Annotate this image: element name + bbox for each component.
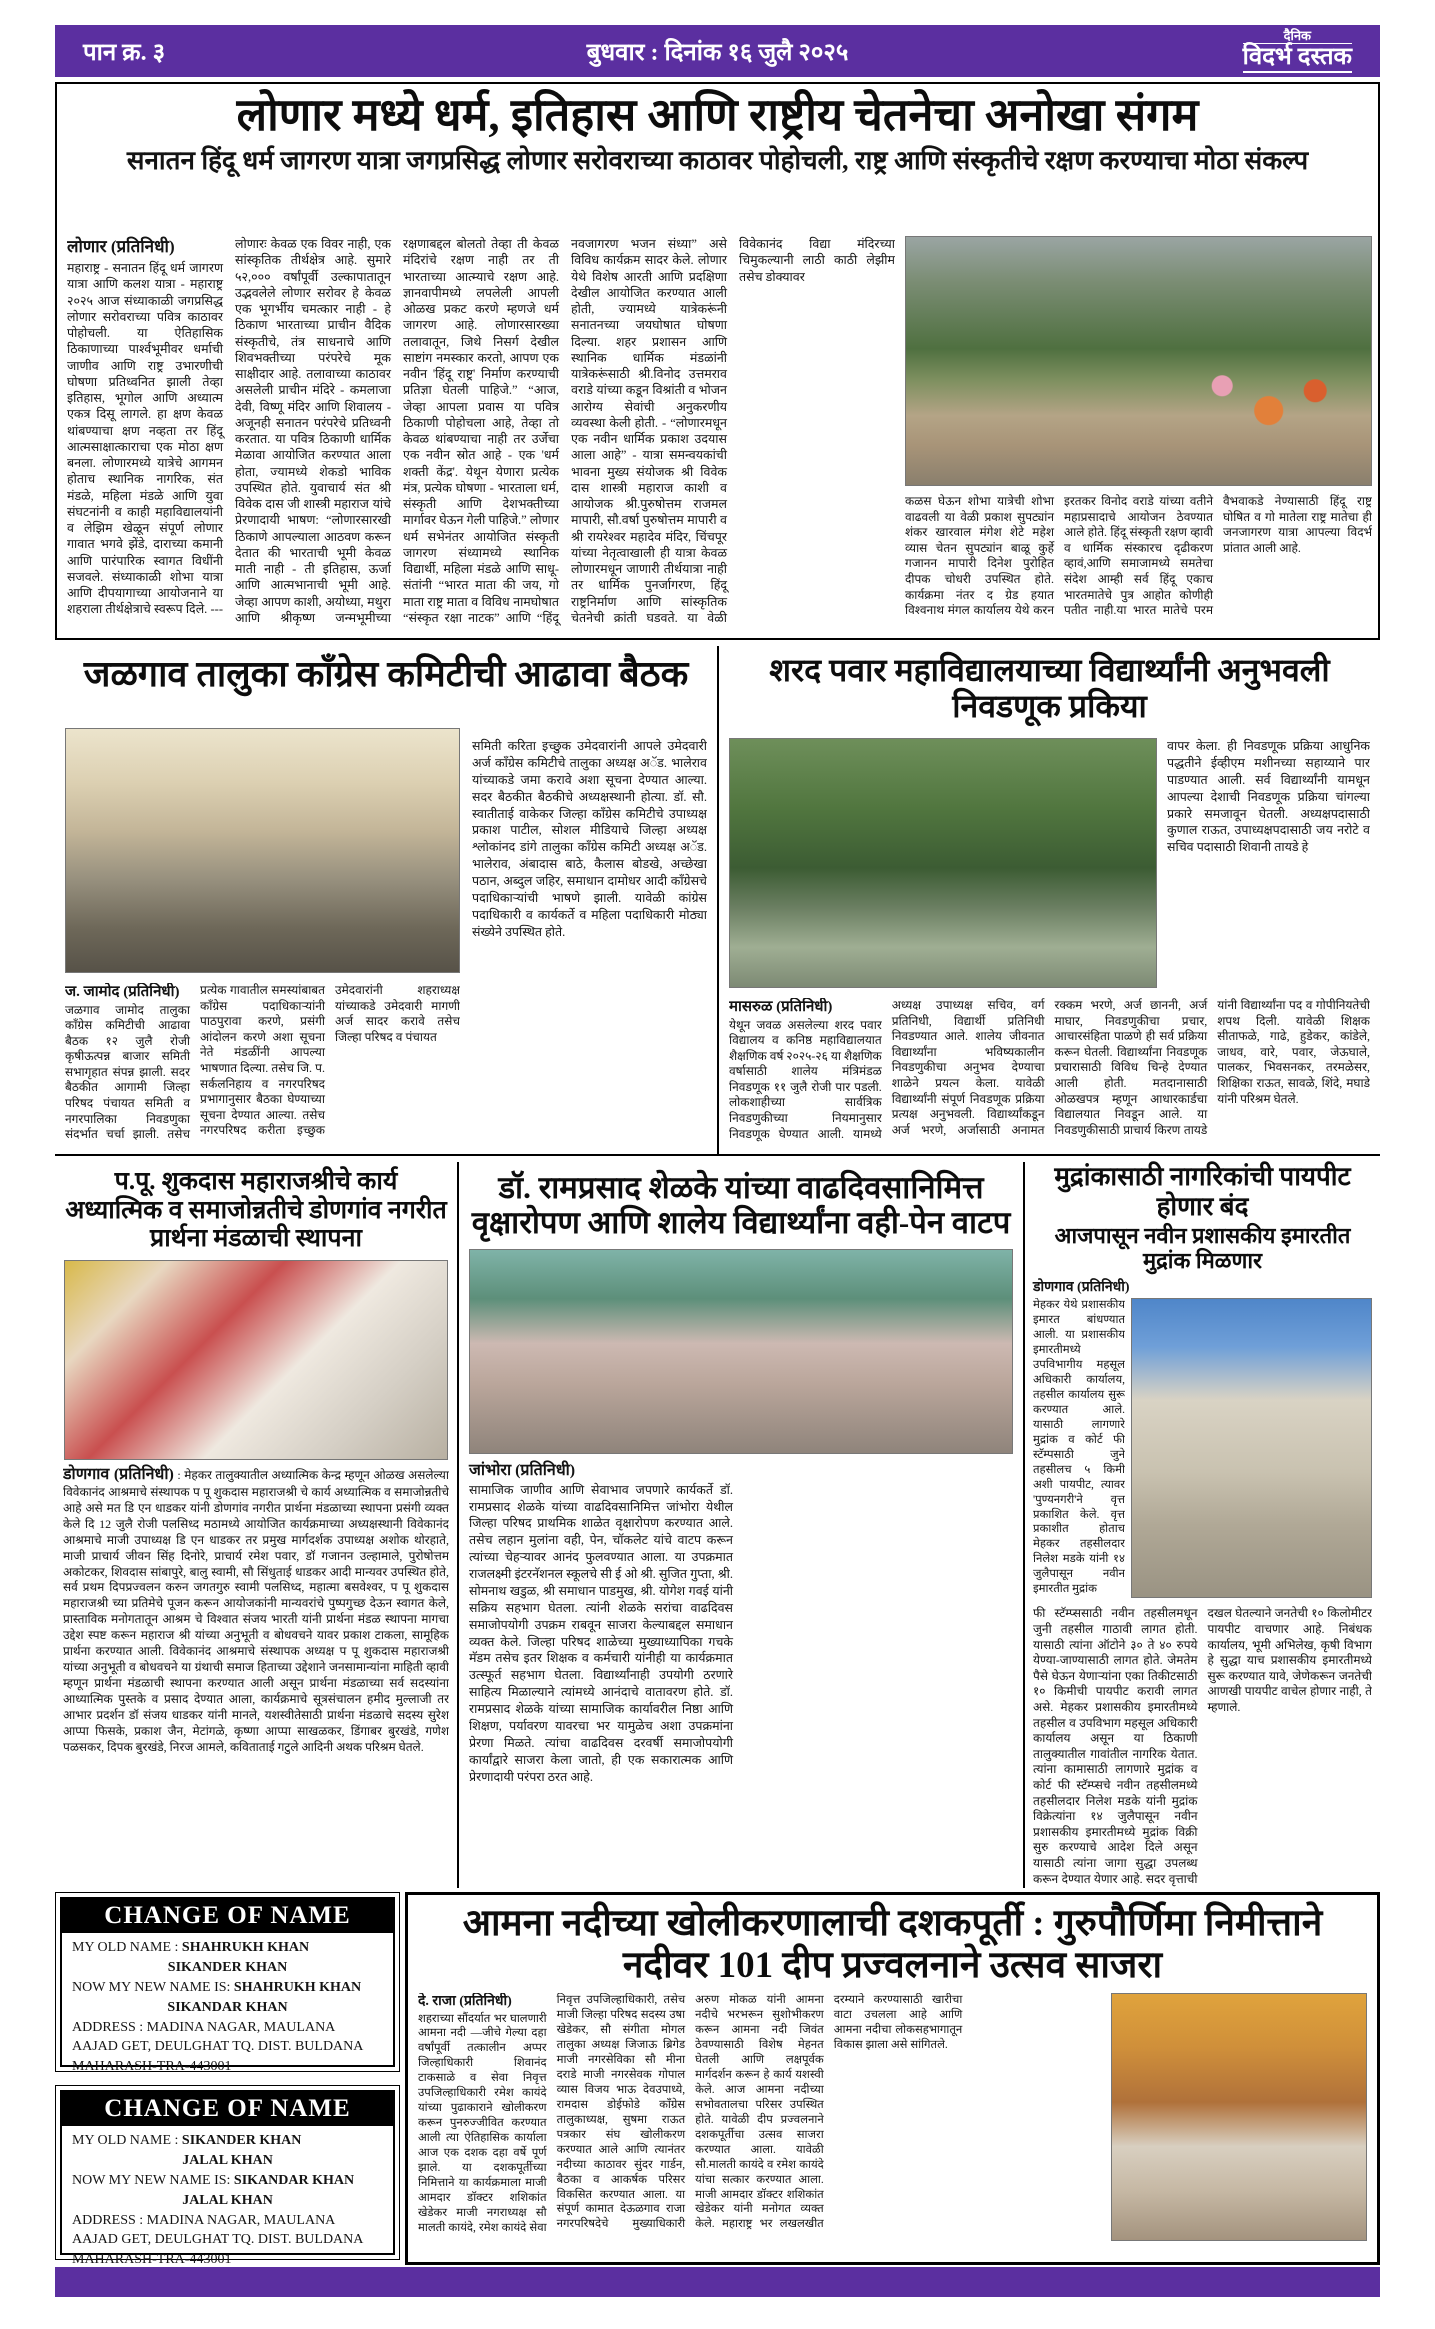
congress-below-columns (65, 983, 460, 1146)
amna-body-columns (418, 1993, 1101, 2241)
congress-body (65, 728, 707, 1146)
mudrank-subheadline: आजपासून नवीन प्रशासकीय इमारतीत मुद्रांक मिळणार (1054, 1223, 1351, 1274)
lead-body-text: महाराष्ट्र - सनातन हिंदू धर्म जागरण यात्रा आणि कलश यात्रा - महाराष्ट्र २०२५ आज संध्याकाळी जगप्रसिद्ध लोणार सरोवराच्या पवित्र काठावर पोहोचली. या ऐतिहासिक ठिकाणाच्या पार्श्वभूमीवर धर्माची जाणीव आणि राष्ट्र उभारणीची घोषणा प्रतिध्वनित झाली तेव्हा इतिहास, भूगोल आणि अध्यात्म एकत्र दिसू लागले. हा क्षण केवळ थांबण्याचा क्षण नव्हता तर हिंदू आत्मसाक्षात्काराचा एक मोठा क्षण बनला. लोणारमध्ये यात्रेचे आगमन होताच स्थानिक नागरिक, संत मंडळे, महिला मंडळे आणि युवा संघटनांनी व काही महाविद्यालयांनी व लेझिम खेळून संपूर्ण लोणार गावात भगवे झेंडे, दाराच्या कमानी आणि पारंपारिक स्वागत विधींनी सजवले. संध्याकाळी शोभा यात्रा आणि दीपयागाच्या आयोजनाने या शहराला तीर्थक्षेत्राचे स्वरूप दिले. --- लोणारः केवळ एक विवर नाही, एक सांस्कृतिक तीर्थक्षेत्र आहे. सुमारे ५२,००० वर्षांपूर्वी उल्कापातातून उद्भवलेले लोणार सरोवर हे केवळ एक भूगर्भीय चमत्कार नाही - हे ठिकाण भारताच्या प्राचीन वैदिक संस्कृतीचे, तंत्र साधनाचे आणि शिवभक्तीच्या परंपरेचे मूक साक्षीदार आहे. तलावाच्या काठावर असलेली प्राचीन मंदिरे - कमलाजा देवी, विष्णू मंदिर आणि शिवालय - अजूनही सनातन परंपरेचे प्रतिध्वनी करतात. या पवित्र ठिकाणी धार्मिक मेळावा आयोजित करण्यात आला होता, ज्यामध्ये शेकडो भाविक उपस्थित होते. युवाचार्य संत श्री विवेक दास जी शास्त्री महाराज यांचे प्रेरणादायी भाषण: “लोणारसारखी ठिकाणे आपल्याला आठवण करून देतात की भारताची भूमी केवळ माती नाही - ती इतिहास, ऊर्जा आणि आत्मभानाची भूमी आहे. जेव्हा आपण काशी, अयोध्या, मथुरा आणि श्रीकृष्ण जन्मभूमीच्या रक्षणाबद्दल बोलतो तेव्हा ती केवळ मंदिरांचे रक्षण नाही तर ती भारताच्या आत्म्याचे रक्षण आहे. ज्ञानवापीमध्ये लपलेली आपली ओळख प्रकट करणे म्हणजे धर्म जागरण आहे. लोणारसारख्या तलावातून, जिथे निसर्ग देखील साष्टांग नमस्कार करतो, आपण एक नवीन 'हिंदू राष्ट्र' निर्माण करण्याची प्रतिज्ञा घेतली पाहिजे.” “आज, जेव्हा आपला प्रवास या पवित्र ठिकाणी पोहोचला आहे, तेव्हा तो केवळ थांबण्याचा नाही तर उर्जेचा एक नवीन स्रोत आहे - एक 'धर्म शक्ती केंद्र'. येथून येणारा प्रत्येक मंत्र, प्रत्येक घोषणा - भारताला धर्म, संस्कृती आणि देशभक्तीच्या मार्गावर घेऊन गेली पाहिजे.” लोणार धर्म सभेनंतर आयोजित संस्कृती जागरण संध्यामध्ये स्थानिक विद्यार्थी, महिला मंडळे आणि साधू-संतांनी “भारत माता की जय, गो माता राष्ट्र माता व विविध नामघोषात “संस्कृत रक्षा नाटक” आणि “हिंदू नवजागरण भजन संध्या” असे विविध कार्यक्रम सादर केले. लोणार येथे विशेष आरती आणि प्रदक्षिणा देखील आयोजित करण्यात आली होती, ज्यामध्ये यात्रेकरूंनी सनातनच्या जयघोषात घोषणा दिल्या. शहर प्रशासन आणि स्थानिक धार्मिक मंडळांनी यात्रेकरूंसाठी श्री.विनोद उत्तमराव वराडे यांच्या कडून विश्रांती व भोजन आरोग्य सेवांची अनुकरणीय व्यवस्था केली होती. - “लोणारमधून एक नवीन धार्मिक प्रकाश उदयास आला आहे” - यात्रा समन्वयकांची भावना मुख्य संयोजक श्री विवेक दास शास्त्री महाराज काशी व आयोजक श्री.पुरुषोत्तम राजमल मापारी, सौ.वर्षा पुरुषोत्तम मापारी व श्री रायरेश्वर महादेव मंदिर, चिंचपूर यांच्या नेतृत्वाखाली ही यात्रा केवळ लोणारमधून जाणारी तीर्थयात्रा नाही तर धार्मिक पुनर्जागरण, हिंदू राष्ट्रनिर्माण आणि सांस्कृतिक चेतनेची क्रांती घडवते. या वेळी विवेकानंद विद्या मंदिरच्या चिमुकल्यानी लाठी काठी लेझीम तसेच डोक्यावर (67, 237, 895, 625)
photo-prarthana-mandal (64, 1260, 448, 1460)
congress-byline: ज. जामोद (प्रतिनिधी) (65, 984, 180, 1000)
notice-body (62, 1933, 393, 2082)
sharad-byline: मासरुळ (प्रतिनिधी) (729, 999, 833, 1015)
edition-date: बुधवार : दिनांक १६ जुलै २०२५ (586, 39, 849, 66)
sharad-below-columns (729, 998, 1370, 1146)
article-mudrank-stamps (1023, 1162, 1380, 1888)
mudrank-below-columns: फी स्टॅम्प्ससाठी नवीन तहसीलमधून जुनी तहसील गाठावी लागत होती. यासाठी त्यांना ऑटोने ३० ते ४० रुपये येण्या-जाण्यासाठी लागत होते. जेमतेम पैसे घेऊन येणाऱ्यांना एका तिकीटसाठी १० किमीची पायपीट करावी लागत असे. मेहकर प्रशासकीय इमारतीमध्ये तहसील व उपविभाग महसूल अधिकारी कार्यालय असून या ठिकाणी तालुक्यातील गावांतील नागरिक येतात. त्यांना कामासाठी लागणारे मुद्रांक व कोर्ट फी स्टॅम्प्सचे नवीन तहसीलमध्ये तहसीलदार निलेश मडके यांनी मुद्रांक विक्रेत्यांना १४ जुलैपासून नवीन प्रशासकीय इमारतीमध्ये मुद्रांक विक्री सुरु करण्याचे आदेश दिले असून यासाठी त्यांना जागा सुद्धा उपलब्ध करून देण्यात येणार आहे. सदर वृत्ताची दखल घेतल्याने जनतेची १० किलोमीटर पायपीट वाचणार आहे. निबंधक कार्यालय, भूमी अभिलेख, कृषी विभाग हे सुद्धा याच प्रशासकीय इमारतीमध्ये सुरू करण्यात यावे, जेणेकरून जनतेची आणखी पायपीट वाचेल होणार नाही, ते म्हणाले. (1033, 1606, 1372, 1886)
shelke-byline: जांभोरा (प्रतिनिधी) (469, 1461, 576, 1479)
old-name-label: MY OLD NAME : (72, 1940, 179, 1955)
sharad-body (729, 738, 1370, 1146)
lead-subheadline: सनातन हिंदू धर्म जागरण यात्रा जगप्रसिद्ध लोणार सरोवराच्या काठावर पोहोचली, राष्ट्र आणि संस्कृतीचे रक्षण करण्याचा मोठा संकल्प (126, 146, 1309, 176)
lead-headline: लोणार मध्ये धर्म, इतिहास आणि राष्ट्रीय चेतनेचा अनोखा संगम (236, 90, 1199, 140)
change-of-name-notice-1 (55, 1892, 400, 2075)
article-shelke-birthday (457, 1162, 1023, 1888)
amna-body-text: शहराच्या सौंदर्यात भर घालणारी आमना नदी —जीचे गेल्या दहा वर्षांपूर्वी तत्कालीन अप्पर जिल्हाधिकारी शिवानंद टाकसाळे व सेवा निवृत्त उपजिल्हाधिकारी रमेश कायंदे यांच्या पुढाकाराने खोलीकरण करून पुनरुज्जीवित करण्यात आली त्या ऐतिहासिक कार्याला आज एक दशक दहा वर्षे पूर्ण झाले. या दशकपूर्तीच्या निमित्ताने या कार्यक्रमाला माजी आमदार डॉक्टर शशिकांत खेडेकर माजी नगराध्यक्ष सौ मालती कायंदे, रमेश कायंदे सेवा निवृत्त उपजिल्हाधिकारी, तसेच माजी जिल्हा परिषद सदस्य उषा खेडेकर, सौ संगीता मोगल तालुका अध्यक्ष जिजाऊ ब्रिगेड माजी नगरसेविका सौ मीना दराडे माजी नगरसेवक गोपाल व्यास विजय भाऊ देवउपाध्ये, रामदास डोईफोडे काँग्रेस तालुकाध्यक्ष, सुषमा राऊत पत्रकार संघ खोलीकरण करण्यात आले आणि त्यानंतर नदीच्या काठावर सुंदर गार्डन, बैठका व आकर्षक परिसर विकसित करण्यात आला. या संपूर्ण कामात देऊळगाव राजा नगरपरिषदेचे मुख्याधिकारी अरुण मोकळ यांनी आमना नदीचे भरभरून सुशोभीकरण करून आमना नदी जिवंत ठेवण्यासाठी विशेष मेहनत घेतली आणि लक्षपूर्वक मार्गदर्शन करून हे कार्य यशस्वी केले. आज आमना नदीच्या सभोवतालचा परिसर उपस्थित होते. यावेळी दीप प्रज्वलनाने दशकपूर्तीचा उत्सव साजरा करण्यात आला. यावेळी सौ.मालती कायंदे व रमेश कायंदे यांचा सत्कार करण्यात आला. माजी आमदार डॉक्टर शशिकांत खेडेकर यांनी मनोगत व्यक्त केले. महाराष्ट्र भर लखलखीत दरम्याने करण्यासाठी खारीचा वाटा उचलला आहे आणि आमना नदीचा लोकसहभागातून विकास झाला असे सांगितले. (418, 1994, 963, 2234)
congress-body-text: जळगाव जामोद तालुका काँग्रेस कमिटीची आढावा बैठक १२ जुलै रोजी कृषीऊत्पन्न बाजार समिती सभागृहात संपन्न झाली. सदर बैठकीत आगामी जिल्हा परिषद पंचायत समिती व नगरपालिका निवडणुका संदर्भात चर्चा झाली. तसेच प्रत्येक गावातील समस्यांबाबत काँग्रेस पदाधिकाऱ्यांनी पाठपुरावा करणे, प्रसंगी आंदोलन करणे अशा सूचना नेते मंडळींनी आपल्या भाषणात दिल्या. तसेच जि. प. सर्कलनिहाय व नगरपरिषद प्रभागानुसार बैठका घेण्याच्या सूचना देण्यात आल्या. तसेच नगरपरिषद करीता इच्छुक उमेदवारांनी शहराध्यक्ष यांच्याकडे उमेदवारी मागणी अर्ज सादर करावे तसेच जिल्हा परिषद व पंचायत (65, 983, 460, 1142)
old-name-label: MY OLD NAME : (72, 2133, 179, 2148)
photo-admin-building (1131, 1298, 1372, 1598)
amna-body (418, 1993, 1367, 2241)
article-lonar (55, 82, 1380, 640)
old-name-2: JALAL KHAN (182, 2152, 273, 2168)
sharad-body-text: येथून जवळ असलेल्या शरद पवार विद्यालय व कनिष्ठ महाविद्यालयात शैक्षणिक वर्ष २०२५-२६ या शैक्षणिक वर्षासाठी शालेय मंत्रिमंडळ निवडणूक ११ जुलै रोजी पार पडली. लोकशाहीच्या सार्वत्रिक निवडणुकीच्या नियमानुसार निवडणूक घेण्यात आली. यामध्ये अध्यक्ष उपाध्यक्ष सचिव, वर्ग प्रतिनिधी, विद्यार्थी प्रतिनिधी निवडण्यात आले. शालेय जीवनात विद्यार्थ्यांना भविष्यकालीन निवडणुकीचा अनुभव देण्याचा शाळेने प्रयत्न केला. यावेळी विद्यार्थ्यांनी संपूर्ण निवडणूक प्रक्रिया प्रत्यक्ष अनुभवली. विद्यार्थ्यांकडून अर्ज भरणे, अर्जासाठी अनामत रक्कम भरणे, अर्ज छाननी, अर्ज माघार, निवडणुकीचा प्रचार, आचारसंहिता पाळणे ही सर्व प्रक्रिया करून घेतली. विद्यार्थ्यांना निवडणूक प्रचारासाठी विविध चिन्हे देण्यात आली होती. मतदानासाठी ओळखपत्र म्हणून आधारकार्डचा विद्यालयात निवडून आले. या निवडणुकीसाठी प्राचार्य किरण तायडे यांनी विद्यार्थ्यांना पद व गोपीनियतेची शपथ दिली. यावेळी शिक्षक सीताफळे, गाढे, हुडेकर, कांडेले, जाधव, वारे, पवार, जेऊघाले, पालकर, भिवसनकर, तरमळेसर, शिक्षिका राऊत, सावळे, शिंदे, मघाडे यांनी परिश्रम घेतले. (729, 998, 1370, 1141)
congress-headline: जळगाव तालुका काँग्रेस कमिटीची आढावा बैठक (83, 654, 689, 694)
photo-school-election (729, 738, 1157, 988)
sharad-headline: शरद पवार महाविद्यालयाच्या विद्यार्थ्यांनी अनुभवली निवडणूक प्रकिया (769, 652, 1330, 725)
footer-bar (55, 2267, 1380, 2297)
photo-guru-purnima-event (1111, 1993, 1367, 2241)
notice-frame (60, 2090, 395, 2268)
photo-school-children (469, 1249, 1013, 1454)
notice-body (62, 2126, 393, 2275)
old-name-1: SIKANDER KHAN (181, 2133, 302, 2148)
shukdas-headline: प.पू. शुकदास महाराजश्रीचे कार्य अध्यात्मिक व समाजोन्नतीचे डोणगांव नगरीत प्रार्थना मंडळाची स्थापना (65, 1168, 447, 1252)
shelke-body-columns: सामाजिक जाणीव आणि सेवाभाव जपणारे कार्यकर्ते डॉ. रामप्रसाद शेळके यांच्या वाढदिवसानिमित्त जांभोरा येथील जिल्हा परिषद प्राथमिक शाळेत वृक्षारोपण करण्यात आले. तसेच लहान मुलांना वही, पेन, चॉकलेट यांचे वाटप करून त्यांच्या चेहऱ्यावर आनंद फुलवण्यात आला. या उपक्रमात राजलक्ष्मी इंटरनॅशनल स्कूलचे सी ई ओ श्री. सुजित गुप्ता, श्री. सोमनाथ खडुळ, श्री समाधान पाडमुख, श्री. योगेश गवई यांनी सक्रिय सहभाग घेतला. त्यांनी शेळके सरांचा वाढदिवस समाजोपयोगी उपक्रम राबवून साजरा केल्याबद्दल समाधान व्यक्त केले. जिल्हा परिषद शाळेच्या मुख्याध्यापिका गचके मॅडम तसेच इतर शिक्षक व कर्मचारी यांनीही या कार्यक्रमात उत्स्फूर्त सहभाग घेतला. विद्यार्थ्यांनाही उपयोगी ठरणारे साहित्य मिळाल्याने त्यांमध्ये आनंदाचे वातावरण होते. डॉ. रामप्रसाद शेळके यांच्या सामाजिक कार्यावरील निष्ठा आणि शिक्षण, पर्यावरण यावरचा भर यामुळेच अशा उपक्रमांना प्रेरणा मिळते. त्यांचा वाढदिवस दरवर्षी समाजोपयोगी कार्यांद्वारे साजरा केला जातो, ही एक सकारात्मक आणि प्रेरणादायी परंपरा ठरत आहे. (469, 1482, 733, 1784)
header-bar (55, 25, 1380, 77)
new-name-2: JALAL KHAN (182, 2192, 273, 2208)
amna-byline: दे. राजा (प्रतिनिधी) (418, 1994, 512, 2010)
notice-address: ADDRESS : MADINA NAGAR, MAULANA AAJAD GET, DEULGHAT TQ. DIST. BULDANA MAHARASH-TRA-443001 (72, 2019, 363, 2075)
lead-byline: लोणार (प्रतिनिधी) (67, 237, 175, 256)
shukdas-byline: डोणगाव (प्रतिनिधी) (63, 1465, 174, 1483)
mudrank-headline: मुद्रांकासाठी नागरिकांची पायपीट होणार बंद (1054, 1162, 1351, 1221)
new-name-label: NOW MY NEW NAME IS: (72, 1979, 231, 1995)
article-congress-meeting (55, 646, 717, 1156)
page-number: पान क्र. ३ (83, 39, 166, 66)
old-name-1: SHAHRUKH KHAN (181, 1940, 310, 1955)
amna-headline: आमना नदीच्या खोलीकरणालाची दशकपूर्ती : गुरुपौर्णिमा निमीत्ताने नदीवर 101 दीप प्रज्वलनाने उत्सव साजरा (462, 1903, 1323, 1987)
new-name-2: SIKANDAR KHAN (167, 1999, 288, 2015)
change-of-name-notice-2 (55, 2085, 400, 2268)
article-amna-river (405, 1892, 1380, 2265)
notice-title: CHANGE OF NAME (62, 2092, 393, 2126)
shukdas-body-text: : मेहकर तालुक्यातील अध्यात्मिक केन्द्र म्हणून ओळख असलेल्या विवेकानंद आश्रमाचे संस्थापक प पू शुकदास महाराजश्री चे कार्य अध्यात्मिक व समाजोन्नतीचे आहे असे मत डि एन धाडकर यांनी डोणगांव नगरीत प्रार्थना मंडळाच्या स्थापना प्रसंगी व्यक्त केले दि 12 जुलै रोजी पलसिध्द मठामध्ये आयोजित कार्यक्रमाच्या अध्यक्षस्थानी विवेकानंद आश्रमाचे माजी उपाध्यक्ष डि एन धाडकर तर प्रमुख मार्गदर्शक उपाध्यक्ष अशोक थोरहाते, माजी प्राचार्य जीवन सिंह दिनोरे, प्राचार्य रमेश पवार, डॉ गजानन उल्हामाले, पुरोषोत्तम अकोटकर, शिवदास सांबापुरे, बालु स्वामी, सौ सिंधुताई धाडकर आदी मान्यवर उपस्थित होते, सर्व प्रथम दिपप्रज्वलन करुन जगतगुरु स्वामी पलसिध्द, महात्मा बसवेश्वर, प पू शुकदास महाराजश्री च्या प्रतिमेचे पूजन करून आयोजकांनी मान्यवरांचे पुष्पगुच्छ देऊन स्वागत केले, प्रास्ताविक मनोगतातून आश्रम चे विश्वात संजय भारती यांनी प्रार्थना मंडळ स्थापना मागचा उद्देश स्पष्ट करून महाराज श्री यांच्या अनुभूती व बोधवचने यावर प्रकाश टाकला, सामूहिक प्रार्थना करण्यात आली. विवेकानंद आश्रमाचे संस्थापक अध्यक्ष प पू शुकदास महाराजश्री यांच्या अनुभूती व बोधवचने या ग्रंथाची समाज हिताच्या उद्देशाने जनसामान्यांना माहिती व्हावी म्हणून प्रार्थना मंडळाची स्थापना करण्यात आली असून प्रार्थना मंडळाच्या सर्व सदस्यांना आध्यात्मिक पुस्तके व प्रसाद देण्यात आला, कार्यक्रमाचे सूत्रसंचालन हमीद मुल्लाजी तर आभार प्रदर्शन डॉ संजय धाडकर यांनी मानले, यशस्वीतेसाठी प्रार्थना मंडळाचे सदस्य सुरेश आप्पा फिसके, प्रकाश जैन, मेटांगळे, कृष्णा आप्पा साखळकर, डिंगाबर बुरखंडे, गणेश पळसकर, दिपक बुरखंडे, निरज आमले, कविताताई गटुले आदिनी अथक परिश्रम घेतले. (63, 1467, 449, 1755)
notice-title: CHANGE OF NAME (62, 1899, 393, 1933)
photo-congress-meeting (65, 728, 460, 973)
notice-frame (60, 1897, 395, 2075)
masthead-top: दैनिक (1243, 29, 1352, 44)
masthead (1243, 29, 1352, 73)
new-name-1: SHAHRUKH KHAN (233, 1979, 362, 1995)
article-shukdas-maharaj (55, 1162, 457, 1888)
congress-side-column: समिती करिता इच्छुक उमेदवारांनी आपले उमेदवारी अर्ज काँग्रेस कमिटीचे तालुका अध्यक्ष अॅड. भालेराव यांच्याकडे जमा करावे अशा सूचना देण्यात आल्या. सदर बैठकीत बैठकीचे अध्यक्षस्थानी होत्या. डॉ. सौ. स्वातीताई वाकेकर जिल्हा काँग्रेस कमिटीचे उपाध्यक्ष प्रकाश पाटील, सोशल मीडियाचे जिल्हा अध्यक्ष श्लोकांनद डांगे तालुका काँग्रेस कमिटी अध्यक्ष अॅड. भालेराव, अंबादास बाठे, कैलास बोडखे, अच्छेखा पठान, अब्दुल जहिर, समाधान दामोधर आदी काँग्रेसचे पदाधिकाऱ्यांची भाषणे झाली. यावेळी कांग्रेस पदाधिकारी व कार्यकर्ते व महिला पदाधिकारी मोठ्या संख्येने उपस्थित होते. (472, 739, 707, 939)
lead-below-photo-text: कळस घेऊन शोभा यात्रेची शोभा वाढवली या वेळी प्रकाश सुपट्यांन शंकर खारवाल मंगेश शेटे महेश व्यास चेतन सुपट्यांन बाळू कुर्हे गजानन मापारी दिनेश पुरोहित दीपक चोधरी उपस्थित होते. कार्यक्रमा नंतर द ग्रेड हयात विश्वनाथ मंगल कार्यालय येथे करन इरतकर विनोद वराडे यांच्या वतीने महाप्रसादाचे आयोजन ठेवण्यात आले होते. हिंदू संस्कृती रक्षण व्हावी व धार्मिक संस्कारच दृढीकरण व्हावं,आणि समाजामध्ये समतेचा संदेश आम्ही सर्व हिंदू एकाच भारतमातेचे पुत्र आहोत कोणीही पतीत नाही.या भारत मातेचे परम वैभवाकडे नेण्यासाठी हिंदू राष्ट्र घोषित व गो मातेला राष्ट्र मातेचा ही जनजागरण यात्रा आपल्या विदर्भ प्रांतात आली आहे. (905, 494, 1372, 618)
mudrank-byline: डोणगाव (प्रतिनिधी) (1033, 1280, 1130, 1296)
old-name-2: SIKANDER KHAN (167, 1959, 288, 1975)
shukdas-body (63, 1464, 449, 1869)
mudrank-photo-row (1033, 1298, 1372, 1600)
shelke-headline: डॉ. रामप्रसाद शेळके यांच्या वाढदिवसानिमित्त वृक्षारोपण आणि शालेय विद्यार्थ्यांना वही-पेन वाटप (471, 1170, 1011, 1241)
new-name-1: SIKANDAR KHAN (233, 2172, 355, 2188)
photo-lonar-yatra (905, 236, 1372, 486)
lead-body-columns (67, 236, 895, 628)
mudrank-intro-column: मेहकर येथे प्रशासकीय इमारत बांधण्यात आली. या प्रशासकीय इमारतीमध्ये उपविभागीय महसूल अधिकारी कार्यालय, तहसील कार्यालय सुरू करण्यात आले. यासाठी लागणारे मुद्रांक व कोर्ट फी स्टॅम्पसाठी जुने तहसीलच ५ किमी अशी पायपीट, त्यावर 'पुण्यनगरी'ने वृत्त प्रकाशित केले. वृत्त प्रकाशीत होताच मेहकर तहसीलदार निलेश मडके यांनी १४ जुलैपासून नवीन इमारतीत मुद्रांक (1033, 1299, 1125, 1596)
article-sharad-pawar-election (717, 646, 1380, 1156)
sharad-side-column: वापर केला. ही निवडणूक प्रक्रिया आधुनिक पद्धतीने ईव्हीएम मशीनच्या सहाय्याने पार पाडण्यात आली. सर्व विद्यार्थ्यांनी यामधून आपल्या देशाची निवडणूक प्रक्रिया चांगल्या प्रकारे समजावून घेतली. अध्यक्षपदासाठी कुणाल राऊत, उपाध्यक्षपदासाठी जय नरोटे व सचिव पदासाठी शिवानी तायडे हे (1167, 739, 1370, 855)
new-name-label: NOW MY NEW NAME IS: (72, 2172, 231, 2188)
masthead-title: विदर्भ दस्तक (1243, 45, 1352, 73)
notice-address: ADDRESS : MADINA NAGAR, MAULANA AAJAD GET, DEULGHAT TQ. DIST. BULDANA MAHARASH-TRA-443001 (72, 2212, 363, 2268)
